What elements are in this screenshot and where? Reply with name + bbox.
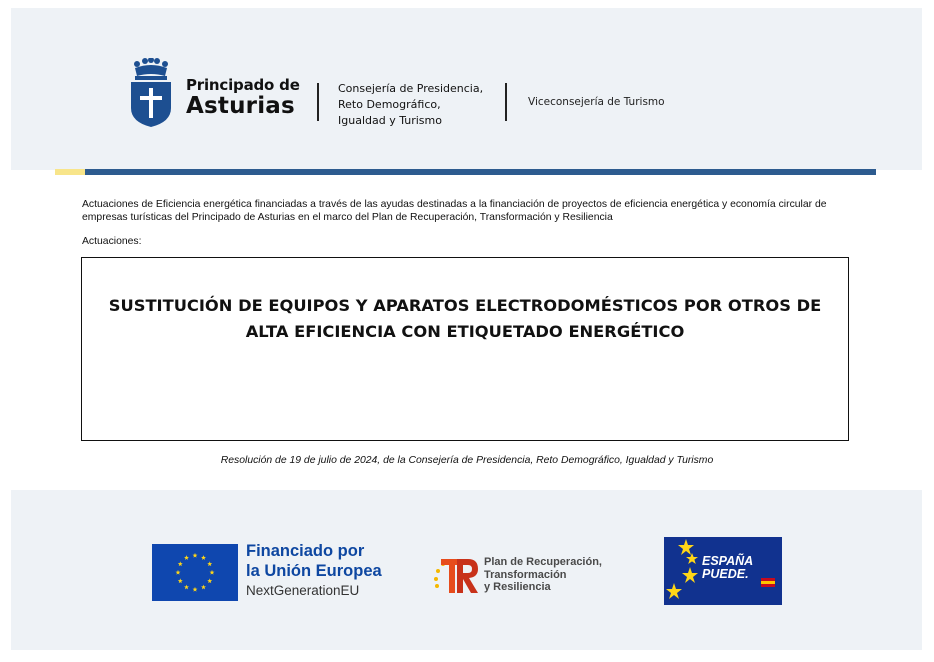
header-divider: [317, 83, 319, 121]
espana-puede-label: [702, 555, 792, 581]
espana-line: PUEDE.: [702, 567, 749, 581]
eu-line-3: NextGenerationEU: [246, 583, 360, 598]
prtr-line: Transformación: [484, 568, 567, 581]
action-title: [82, 293, 848, 345]
prtr-logo-icon: [432, 555, 480, 595]
actuaciones-label: Actuaciones:: [82, 236, 142, 247]
prtr-line: y Resiliencia: [484, 581, 551, 593]
accent-bar-yellow: [55, 169, 85, 175]
brand-name: [186, 78, 316, 118]
eu-flag-icon: [152, 544, 238, 601]
consejeria-line: Consejería de Presidencia,: [338, 82, 484, 95]
consejeria-line: Reto Demográfico,: [338, 98, 441, 111]
action-box: [81, 257, 849, 441]
asturias-coat-of-arms-icon: [129, 58, 173, 128]
prtr-label: [484, 556, 644, 594]
action-title-line: ALTA EFICIENCIA CON ETIQUETADO ENERGÉTICO: [245, 322, 685, 341]
viceconsejeria-name: Viceconsejería de Turismo: [528, 96, 665, 108]
header-divider: [505, 83, 507, 121]
consejeria-line: Igualdad y Turismo: [338, 114, 442, 127]
brand-line-1: Principado de: [186, 76, 300, 94]
intro-paragraph: Actuaciones de Eficiencia energética financiadas a través de las ayudas destinadas a la financiación de proyectos de eficiencia energética y economía circular de empresas turísticas del Principado de Asturias en el marco del Plan de Recuperación, Transformación y Resiliencia: [82, 199, 827, 223]
eu-line-1: Financiado por: [246, 542, 365, 560]
consejeria-name: [338, 81, 498, 129]
espana-line: ESPAÑA: [702, 554, 754, 568]
eu-funding-label: [246, 541, 416, 600]
accent-bar-blue: [85, 169, 876, 175]
prtr-line: Plan de Recuperación,: [484, 556, 602, 568]
resolution-note: Resolución de 19 de julio de 2024, de la Consejería de Presidencia, Reto Demográfico, Igualdad y Turismo: [220, 455, 714, 466]
action-title-line: SUSTITUCIÓN DE EQUIPOS Y APARATOS ELECTRODOMÉSTICOS POR OTROS DE: [108, 296, 822, 315]
eu-line-2: la Unión Europea: [246, 562, 382, 580]
brand-line-2: Asturias: [186, 93, 295, 119]
